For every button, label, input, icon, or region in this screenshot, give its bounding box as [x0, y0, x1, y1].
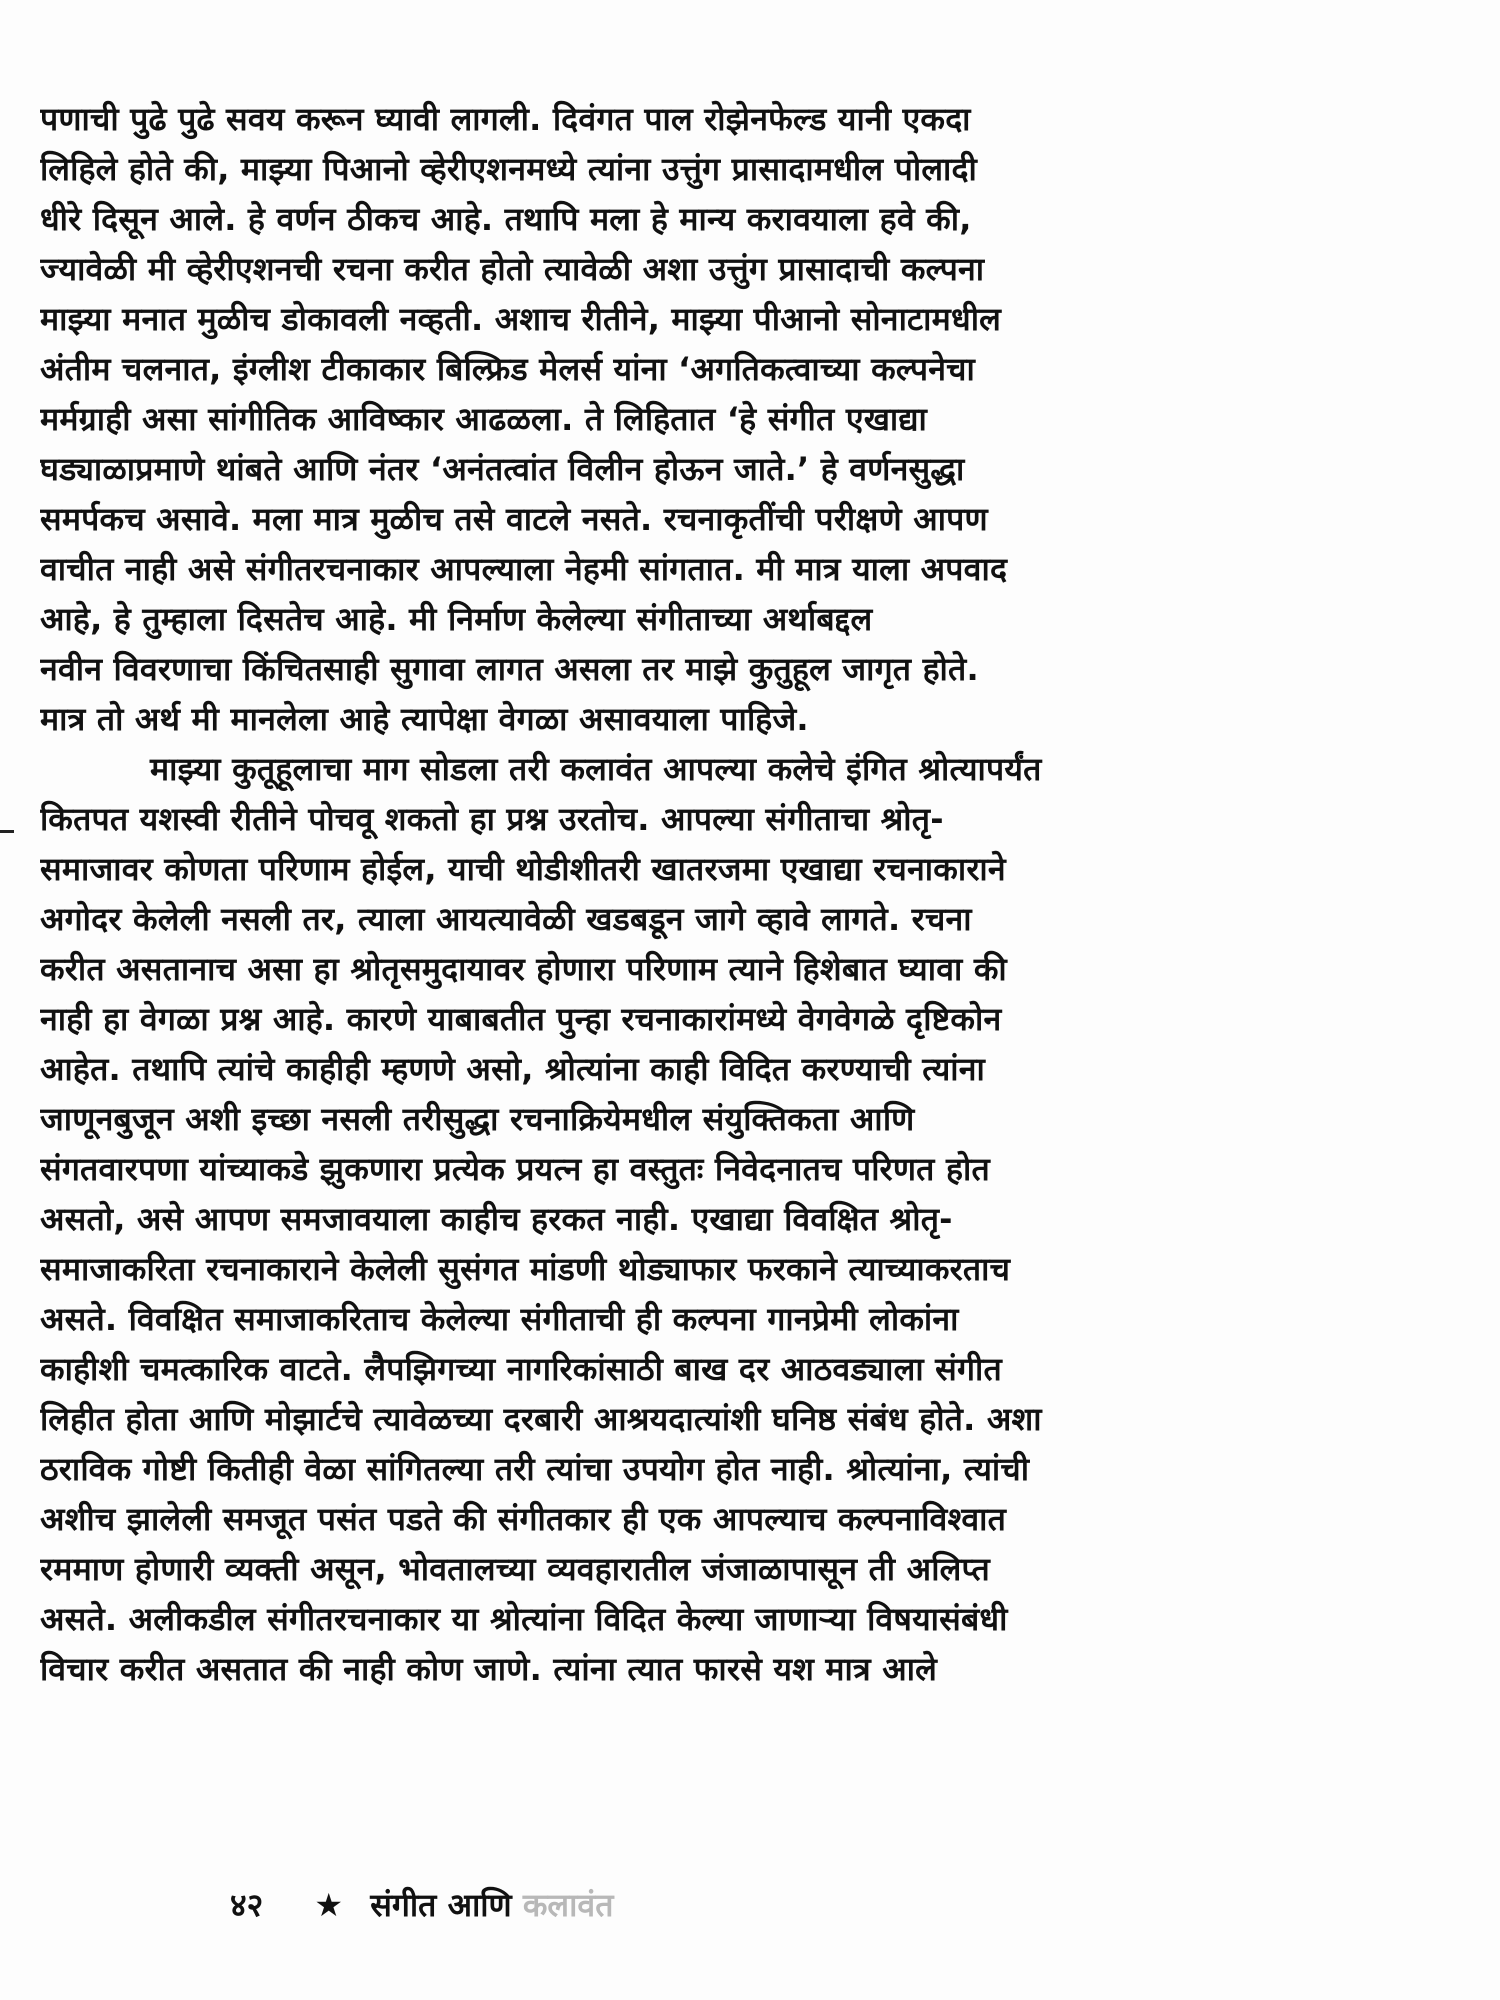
- text-line: पणाची पुढे पुढे सवय करून घ्यावी लागली. दिवंगत पाल रोझेनफेल्ड यानी एकदा: [40, 100, 971, 138]
- body-text: [40, 94, 1480, 1694]
- text-line: नाही हा वेगळा प्रश्न आहे. कारणे याबाबतीत पुन्हा रचनाकारांमध्ये वेगवेगळे दृष्टिकोन: [40, 1000, 1002, 1038]
- text-line: विचार करीत असतात की नाही कोण जाणे. त्यांना त्यात फारसे यश मात्र आले: [40, 1650, 938, 1688]
- text-line: ज्यावेळी मी व्हेरीएशनची रचना करीत होतो त्यावेळी अशा उत्तुंग प्रासादाची कल्पना: [40, 250, 985, 288]
- text-line: घड्याळाप्रमाणे थांबते आणि नंतर ‘अनंतत्वांत विलीन होऊन जाते.’ हे वर्णनसुद्धा: [40, 450, 965, 488]
- text-line: काहीशी चमत्कारिक वाटते. लैपझिगच्या नागरिकांसाठी बाख दर आठवड्याला संगीत: [40, 1350, 1002, 1388]
- book-title: संगीत आणि: [370, 1886, 512, 1924]
- text-line: जाणूनबुजून अशी इच्छा नसली तरीसुद्धा रचनाक्रियेमधील संयुक्तिकता आणि: [40, 1100, 915, 1138]
- margin-mark: [0, 830, 14, 833]
- text-line: करीत असतानाच असा हा श्रोतृसमुदायावर होणारा परिणाम त्याने हिशेबात घ्यावा की: [40, 950, 1007, 988]
- text-line: अंतीम चलनात, इंग्लीश टीकाकार बिल्फ्रिड मेलर्स यांना ‘अगतिकत्वाच्या कल्पनेचा: [40, 350, 975, 388]
- text-line: समाजावर कोणता परिणाम होईल, याची थोडीशीतरी खातरजमा एखाद्या रचनाकाराने: [40, 850, 1006, 888]
- text-line: माझ्या मनात मुळीच डोकावली नव्हती. अशाच रीतीने, माझ्या पीआनो सोनाटामधील: [40, 300, 1002, 338]
- text-line: अशीच झालेली समजूत पसंत पडते की संगीतकार ही एक आपल्याच कल्पनाविश्वात: [40, 1500, 1007, 1538]
- page-number: ४२: [230, 1886, 264, 1924]
- text-line: ठराविक गोष्टी कितीही वेळा सांगितल्या तरी त्यांचा उपयोग होत नाही. श्रोत्यांना, त्यांची: [40, 1450, 1030, 1488]
- text-line: नवीन विवरणाचा किंचितसाही सुगावा लागत असला तर माझे कुतुहूल जागृत होते.: [40, 650, 979, 688]
- text-line: अगोदर केलेली नसली तर, त्याला आयत्यावेळी खडबडून जागे व्हावे लागते. रचना: [40, 900, 972, 938]
- text-line: समाजाकरिता रचनाकाराने केलेली सुसंगत मांडणी थोड्याफार फरकाने त्याच्याकरताच: [40, 1250, 1011, 1288]
- book-title-faded: कलावंत: [522, 1886, 614, 1924]
- paragraph-start-line: माझ्या कुतूहूलाचा माग सोडला तरी कलावंत आपल्या कलेचे इंगित श्रोत्यापर्यंत: [150, 750, 1042, 788]
- text-line: वाचीत नाही असे संगीतरचनाकार आपल्याला नेहमी सांगतात. मी मात्र याला अपवाद: [40, 550, 1008, 588]
- text-line: संगतवारपणा यांच्याकडे झुकणारा प्रत्येक प्रयत्न हा वस्तुतः निवेदनातच परिणत होत: [40, 1150, 990, 1188]
- text-line: असते. विवक्षित समाजाकरिताच केलेल्या संगीताची ही कल्पना गानप्रेमी लोकांना: [40, 1300, 959, 1338]
- text-line: धीरे दिसून आले. हे वर्णन ठीकच आहे. तथापि मला हे मान्य करावयाला हवे की,: [40, 200, 972, 238]
- text-line: आहेत. तथापि त्यांचे काहीही म्हणणे असो, श्रोत्यांना काही विदित करण्याची त्यांना: [40, 1050, 986, 1088]
- page-footer: [230, 1880, 613, 1930]
- text-line: मर्मग्राही असा सांगीतिक आविष्कार आढळला. ते लिहितात ‘हे संगीत एखाद्या: [40, 400, 928, 438]
- text-line: असते. अलीकडील संगीतरचनाकार या श्रोत्यांना विदित केल्या जाणाऱ्या विषयासंबंधी: [40, 1600, 1008, 1638]
- text-line: लिहीत होता आणि मोझार्टचे त्यावेळच्या दरबारी आश्रयदात्यांशी घनिष्ठ संबंध होते. अशा: [40, 1400, 1042, 1438]
- text-line: कितपत यशस्वी रीतीने पोचवू शकतो हा प्रश्न उरतोच. आपल्या संगीताचा श्रोतृ-: [40, 800, 944, 838]
- text-line: लिहिले होते की, माझ्या पिआनो व्हेरीएशनमध्ये त्यांना उत्तुंग प्रासादामधील पोलादी: [40, 150, 977, 188]
- text-line: समर्पकच असावे. मला मात्र मुळीच तसे वाटले नसते. रचनाकृतींची परीक्षणे आपण: [40, 500, 988, 538]
- text-line: आहे, हे तुम्हाला दिसतेच आहे. मी निर्माण केलेल्या संगीताच्या अर्थाबद्दल: [40, 600, 873, 638]
- text-line: असतो, असे आपण समजावयाला काहीच हरकत नाही. एखाद्या विवक्षित श्रोतृ-: [40, 1200, 953, 1238]
- text-line: मात्र तो अर्थ मी मानलेला आहे त्यापेक्षा वेगळा असावयाला पाहिजे.: [40, 700, 809, 738]
- star-icon: ★: [314, 1886, 344, 1924]
- text-line: रममाण होणारी व्यक्ती असून, भोवतालच्या व्यवहारातील जंजाळापासून ती अलिप्त: [40, 1550, 990, 1588]
